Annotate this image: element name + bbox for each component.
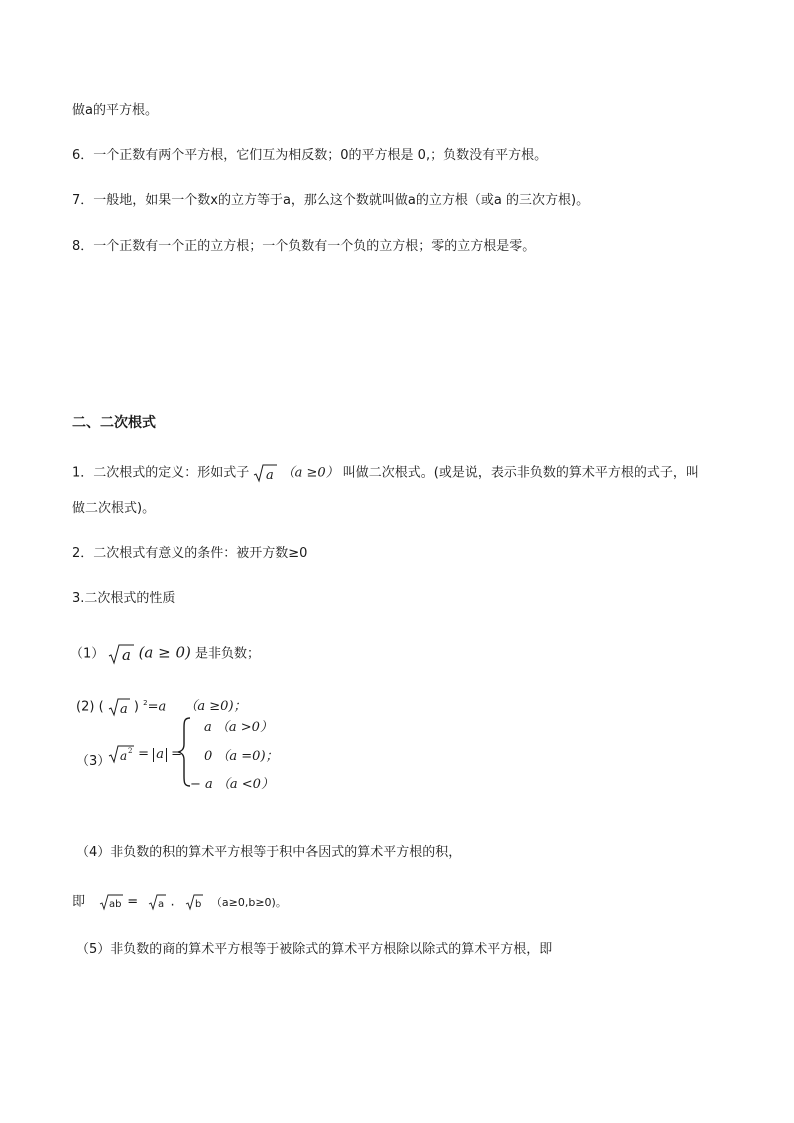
property-2-label: (2) <box>76 699 95 715</box>
text-line-6: 6．一个正数有两个平方根，它们互为相反数；0的平方根是 0,；负数没有平方根。 <box>72 148 548 163</box>
sqrt-expression <box>99 893 123 911</box>
case-zero: 0 （a =0)； <box>204 749 279 764</box>
property-4-prefix: 即 <box>72 894 86 910</box>
dot-operator: . <box>170 894 175 910</box>
property-1 <box>70 643 260 665</box>
property-4-condition: （a≥0,b≥0)。 <box>210 895 287 909</box>
definition-continuation: 做二次根式)。 <box>72 501 156 516</box>
case-negative: − a （a <0） <box>190 777 274 792</box>
radicand: a <box>122 646 132 664</box>
property-3-formula <box>108 744 182 764</box>
property-5-text: （5）非负数的商的算术平方根等于被除式的算术平方根除以除式的算术平方根，即 <box>76 942 553 957</box>
radical-sign-icon <box>185 893 203 911</box>
text-line-7: 7．一般地，如果一个数x的立方等于a，那么这个数就叫做a的立方根（或a 的三次方根)。 <box>72 193 590 208</box>
property-1-label: （1） <box>70 646 105 662</box>
definition-line <box>72 463 699 483</box>
property-2-condition: （a ≥0)； <box>184 699 247 715</box>
property-1-condition: (a ≥ 0) <box>138 643 191 662</box>
radical-sign-icon <box>108 697 130 717</box>
definition-prefix: 1．二次根式的定义：形如式子 <box>72 465 250 481</box>
radicand: ab <box>109 899 122 910</box>
close-paren: ) <box>133 699 139 715</box>
exponent: 2 <box>143 699 148 707</box>
radicand: a <box>119 701 128 717</box>
property-3-label: （3） <box>76 754 111 769</box>
definition-condition: （a ≥0） <box>281 465 339 481</box>
radicand: b <box>194 899 202 910</box>
property-4-formula <box>72 893 287 912</box>
text-line-8: 8．一个正数有一个正的立方根；一个负数有一个负的立方根；零的立方根是零。 <box>72 239 536 254</box>
radicand: a <box>120 749 128 763</box>
equals-a: =a <box>147 699 167 715</box>
radical-sign-icon <box>108 643 134 665</box>
radical-sign-icon <box>253 463 277 483</box>
properties-title: 3.二次根式的性质 <box>72 591 176 606</box>
absolute-value: a <box>153 748 167 762</box>
sqrt-expression <box>253 463 277 483</box>
case-positive: a （a >0） <box>204 720 273 735</box>
property-2 <box>76 694 247 717</box>
definition-suffix: 叫做二次根式。(或是说，表示非负数的算术平方根的式子，叫 <box>342 465 699 481</box>
sqrt-expression <box>108 643 134 665</box>
property-4-text: （4）非负数的积的算术平方根等于积中各因式的算术平方根的积， <box>76 845 462 860</box>
text-line-1: 做a的平方根。 <box>72 103 158 118</box>
radicand: a <box>158 899 165 910</box>
radical-sign-icon <box>108 744 134 764</box>
sqrt-expression <box>108 744 134 764</box>
radical-sign-icon <box>148 893 166 911</box>
condition-line: 2．二次根式有意义的条件：被开方数≥0 <box>72 546 308 561</box>
sqrt-expression <box>108 697 130 717</box>
section-heading: 二、二次根式 <box>72 415 156 431</box>
equals-sign: = <box>127 894 139 910</box>
property-1-text: 是非负数； <box>195 646 261 662</box>
radical-sign-icon <box>99 893 123 911</box>
equals-sign: = <box>138 746 150 762</box>
sqrt-expression <box>185 893 203 911</box>
radicand: a <box>266 468 275 483</box>
open-paren: ( <box>98 699 104 715</box>
exponent: 2 <box>128 747 133 755</box>
sqrt-expression <box>148 893 166 911</box>
equals-sign: = <box>171 746 182 762</box>
